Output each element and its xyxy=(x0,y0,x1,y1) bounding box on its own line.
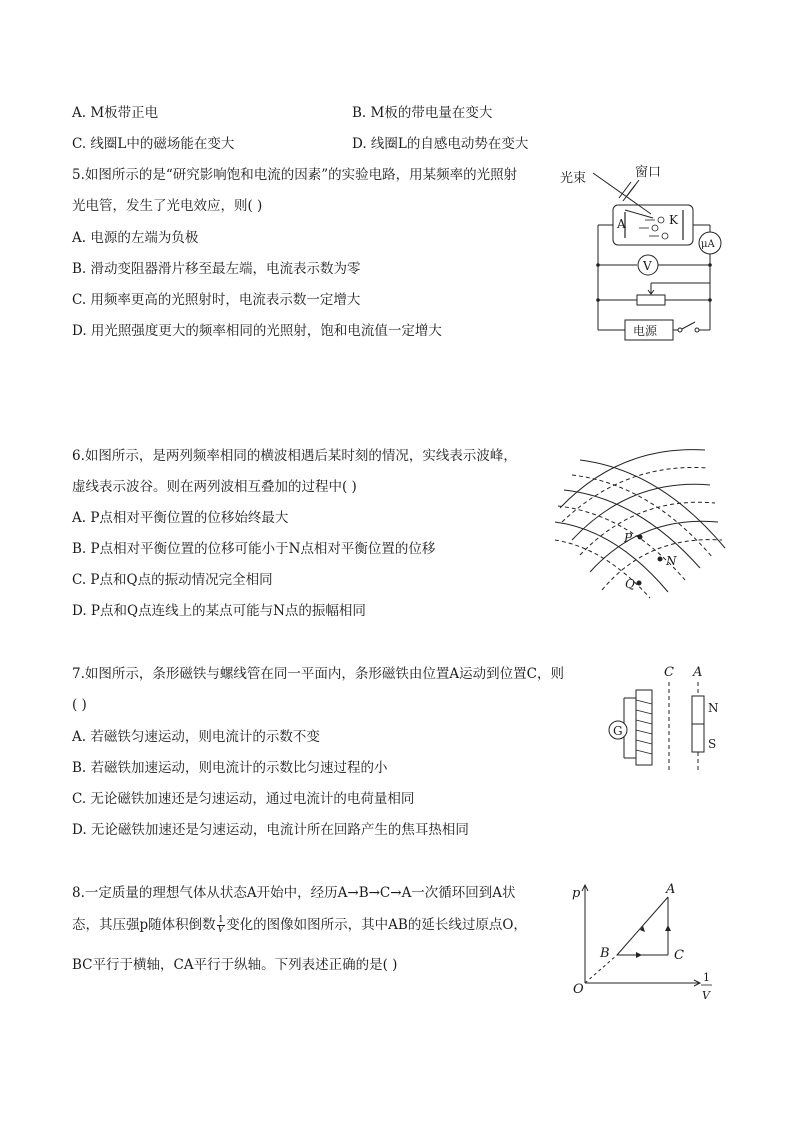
q6-wave-interference-figure xyxy=(550,440,735,600)
q6-option-b: B. P点相对平衡位置的位移可能小于N点相对平衡位置的位移 xyxy=(72,541,436,557)
q7-stem-line1: 7.如图所示，条形磁铁与螺线管在同一平面内，条形磁铁由位置A运动到位置C，则 xyxy=(72,666,564,682)
q4-option-d: D. 线圈L的自感电动势在变大 xyxy=(352,136,529,152)
q4-option-a: A. M板带正电 xyxy=(72,105,159,121)
q6-stem-line2: 虚线表示波谷。则在两列波相互叠加的过程中( ) xyxy=(72,479,357,495)
q6-option-a: A. P点相对平衡位置的位移始终最大 xyxy=(72,510,289,526)
q6-option-d: D. P点和Q点连线上的某点可能与N点的振幅相同 xyxy=(72,603,366,619)
point-q-label: Q xyxy=(625,577,635,591)
fraction-numerator: 1 xyxy=(218,915,224,925)
point-n-label: N xyxy=(666,554,677,568)
q8-inverse-volume-fraction xyxy=(217,916,226,935)
q4-option-b: B. M板的带电量在变大 xyxy=(352,105,493,121)
origin-label: O xyxy=(573,982,584,997)
position-a-label: A xyxy=(693,665,703,680)
x-axis-label-denominator: V xyxy=(702,989,710,1002)
q7-option-b: B. 若磁铁加速运动，则电流计的示数比匀速过程的小 xyxy=(72,760,388,776)
q4-option-c: C. 线圈L中的磁场能在变大 xyxy=(72,136,235,152)
state-c-label: C xyxy=(674,948,684,963)
power-source-label: 电源 xyxy=(633,324,658,338)
q7-magnet-solenoid-figure xyxy=(600,660,730,775)
anode-label: A xyxy=(617,217,626,231)
state-b-label: B xyxy=(600,946,610,961)
q7-option-c: C. 无论磁铁加速还是匀速运动，通过电流计的电荷量相同 xyxy=(72,791,415,807)
q6-option-c: C. P点和Q点的振动情况完全相同 xyxy=(72,572,273,588)
q8-stem-line2-pre: 态，其压强p随体积倒数 xyxy=(72,917,216,933)
fraction-denominator: V xyxy=(217,925,225,935)
voltmeter-label: V xyxy=(643,259,652,273)
cathode-label: K xyxy=(669,213,678,227)
q5-stem-line2: 光电管，发生了光电效应，则( ) xyxy=(72,198,263,214)
q8-stem-line2 xyxy=(72,916,527,935)
point-p-label: P xyxy=(624,531,633,545)
q5-stem-line1: 5.如图所示的是“研究影响饱和电流的因素”的实验电路，用某频率的光照射 xyxy=(72,167,518,183)
q6-stem-line1: 6.如图所示，是两列频率相同的横波相遇后某时刻的情况，实线表示波峰， xyxy=(72,448,517,464)
q7-option-d: D. 无论磁铁加速还是匀速运动，电流计所在回路产生的焦耳热相同 xyxy=(72,822,469,838)
q8-p-inverse-v-graph xyxy=(570,875,730,1005)
q5-option-b: B. 滑动变阻器滑片移至最左端，电流表示数为零 xyxy=(72,261,361,277)
q5-option-d: D. 用光照强度更大的频率相同的光照射，饱和电流值一定增大 xyxy=(72,323,442,339)
q5-photoelectric-circuit-figure xyxy=(555,160,730,345)
light-beam-label: 光束 xyxy=(560,171,587,186)
position-c-label: C xyxy=(664,665,674,680)
south-pole-label: S xyxy=(708,737,717,751)
q8-stem-line3: BC平行于横轴，CA平行于纵轴。下列表述正确的是( ) xyxy=(72,957,398,973)
x-axis-label-numerator: 1 xyxy=(703,971,710,984)
window-label: 窗口 xyxy=(635,165,662,180)
galvanometer-label: G xyxy=(613,724,623,738)
state-a-label: A xyxy=(666,882,676,897)
q7-option-a: A. 若磁铁匀速运动，则电流计的示数不变 xyxy=(72,729,320,745)
q5-option-c: C. 用频率更高的光照射时，电流表示数一定增大 xyxy=(72,292,361,308)
q5-option-a: A. 电源的左端为负极 xyxy=(72,230,199,246)
north-pole-label: N xyxy=(708,701,719,715)
q8-stem-line2-post: 变化的图像如图所示，其中AB的延长线过原点O， xyxy=(226,917,527,933)
q8-stem-line1: 8.一定质量的理想气体从状态A开始中，经历A→B→C→A一次循环回到A状 xyxy=(72,885,516,901)
microammeter-label: μA xyxy=(701,239,715,250)
q7-stem-line2: ( ) xyxy=(72,697,87,713)
p-axis-label: p xyxy=(572,886,581,901)
